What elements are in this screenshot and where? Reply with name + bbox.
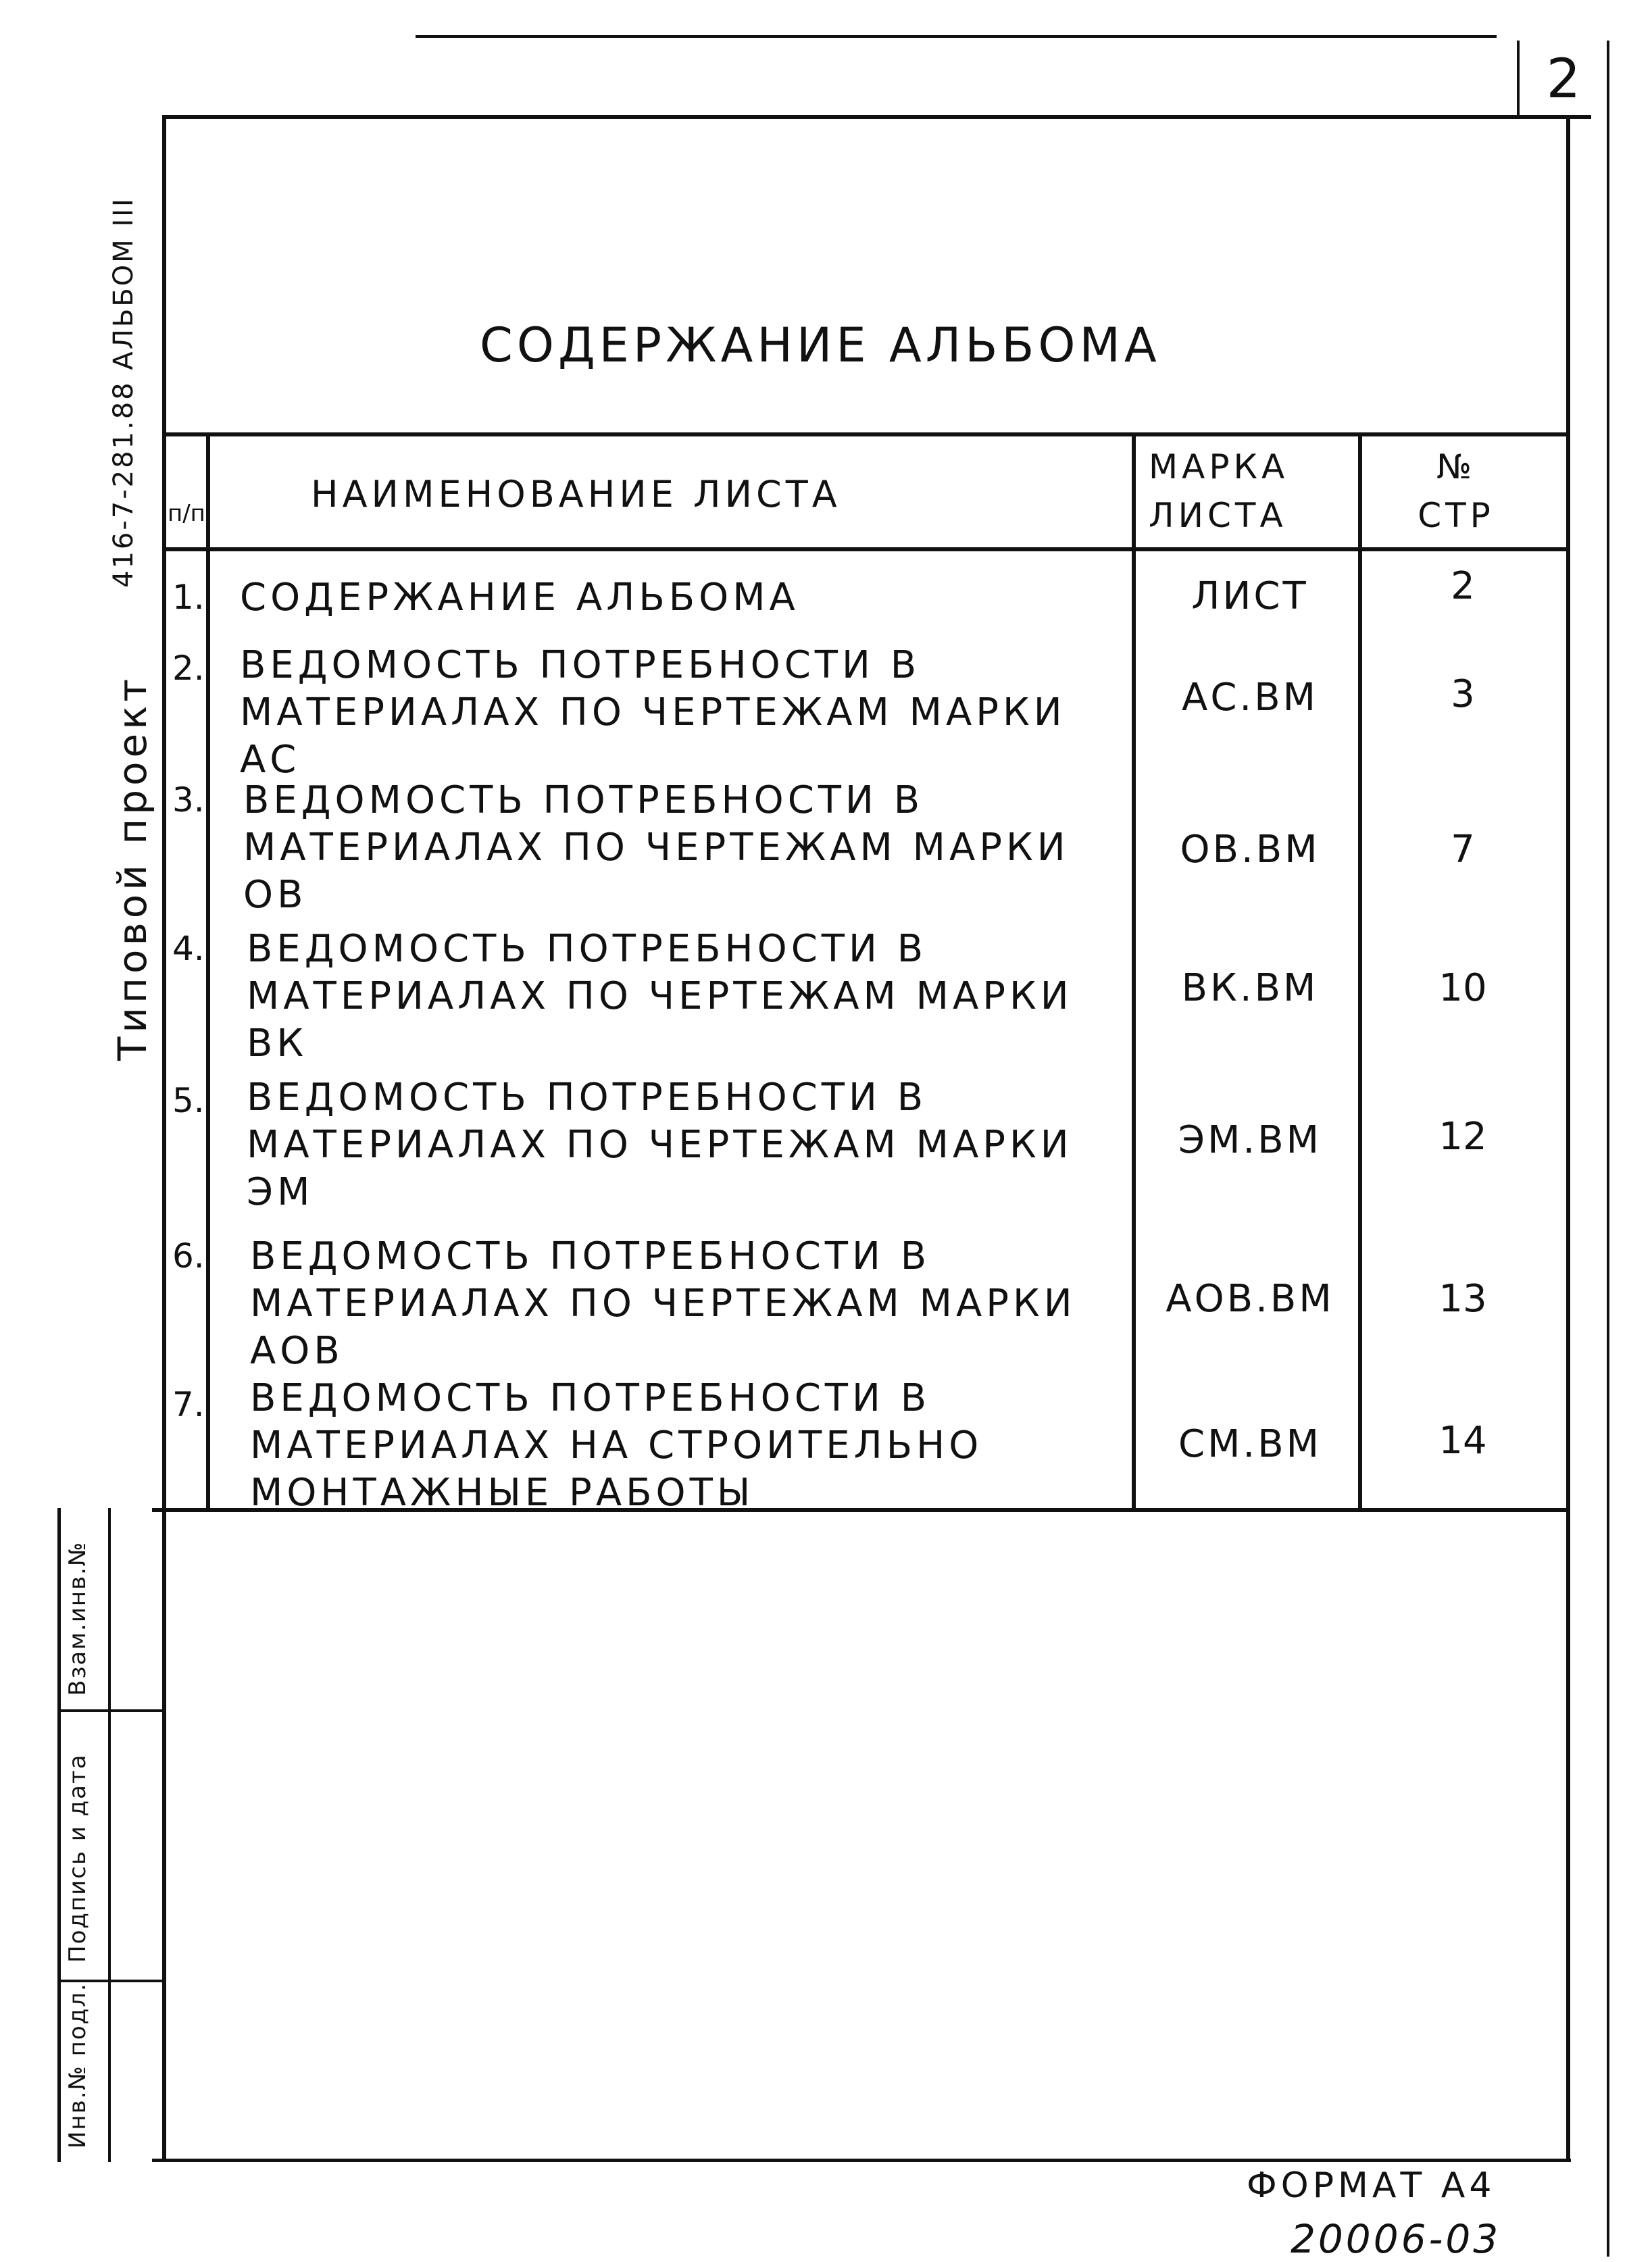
row-page: 13 [1438, 1277, 1487, 1321]
frame-right-line [1566, 115, 1570, 2162]
row-mark: АС.ВМ [1182, 676, 1318, 720]
frame-bottom-line [152, 2159, 1571, 2162]
page-box-left [1517, 41, 1520, 118]
row-mark: ОВ.ВМ [1180, 828, 1320, 872]
row-page: 3 [1451, 672, 1475, 716]
row-num: 2. [172, 649, 205, 688]
side-label: Типовой проект [109, 674, 155, 1061]
stamp-vzam-inv: Взам.инв.№ [64, 1540, 91, 1696]
row-name: СОДЕРЖАНИЕ АЛЬБОМА [240, 576, 799, 620]
row-page: 12 [1438, 1115, 1487, 1159]
row-name: ВЕДОМОСТЬ ПОТРЕБНОСТИ В МАТЕРИАЛАХ ПО ЧЕРТЕЖАМ МАРКИ ОВ [243, 778, 1070, 917]
row-num: 1. [172, 578, 205, 617]
col-num-divider [206, 432, 210, 1510]
row-mark: СМ.ВМ [1178, 1422, 1322, 1466]
col-name-divider [1132, 432, 1136, 1510]
page-title: СОДЕРЖАНИЕ АЛЬБОМА [480, 318, 1161, 373]
row-name: ВЕДОМОСТЬ ПОТРЕБНОСТИ В МАТЕРИАЛАХ ПО ЧЕРТЕЖАМ МАРКИ ЭМ [247, 1076, 1073, 1214]
stamp-outer-left [57, 1508, 61, 2162]
side-code: 416-7-281.88 АЛЬБОМ III [108, 197, 139, 588]
row-num: 5. [172, 1081, 205, 1120]
stamp-podpis-data: Подпись и дата [64, 1753, 91, 1963]
header-mark: МАРКА ЛИСТА [1149, 447, 1289, 535]
header-name: НАИМЕНОВАНИЕ ЛИСТА [311, 473, 841, 516]
row-mark: ЛИСТ [1191, 574, 1309, 618]
table-top-line [166, 432, 1568, 436]
row-mark: АОВ.ВМ [1166, 1277, 1334, 1321]
table-header-bottom-line [166, 547, 1568, 551]
row-name: ВЕДОМОСТЬ ПОТРЕБНОСТИ В МАТЕРИАЛАХ ПО ЧЕРТЕЖАМ МАРКИ АОВ [250, 1234, 1076, 1373]
row-name: ВЕДОМОСТЬ ПОТРЕБНОСТИ В МАТЕРИАЛАХ ПО ЧЕРТЕЖАМ МАРКИ ВК [247, 927, 1073, 1065]
row-mark: ЭМ.ВМ [1178, 1118, 1322, 1162]
outer-right-line [1607, 41, 1609, 2257]
row-num: 3. [172, 780, 205, 820]
row-name: ВЕДОМОСТЬ ПОТРЕБНОСТИ В МАТЕРИАЛАХ НА СТРОИТЕЛЬНО МОНТАЖНЫЕ РАБОТЫ [250, 1376, 983, 1515]
row-num: 4. [172, 929, 205, 968]
format-label: ФОРМАТ А4 [1247, 2165, 1496, 2206]
row-page: 7 [1451, 828, 1475, 872]
header-page: № СТР [1418, 447, 1495, 535]
row-mark: ВК.ВМ [1181, 966, 1319, 1010]
doc-number: 20006-03 [1291, 2216, 1501, 2262]
row-page: 10 [1438, 966, 1487, 1010]
frame-top-line [166, 115, 1591, 119]
header-num: п/п [168, 500, 205, 527]
top-short-line [416, 35, 1497, 38]
row-num: 7. [172, 1385, 205, 1424]
stamp-inv-podl: Инв.№ подл. [64, 1982, 91, 2148]
stamp-div-1 [57, 1709, 166, 1712]
row-num: 6. [172, 1236, 205, 1276]
page-number: 2 [1546, 47, 1581, 110]
stamp-mid-divider [108, 1508, 111, 2162]
row-page: 14 [1438, 1419, 1487, 1463]
row-page: 2 [1451, 564, 1475, 608]
row-name: ВЕДОМОСТЬ ПОТРЕБНОСТИ В МАТЕРИАЛАХ ПО ЧЕРТЕЖАМ МАРКИ АС [240, 643, 1066, 782]
frame-left-line [162, 115, 166, 2159]
